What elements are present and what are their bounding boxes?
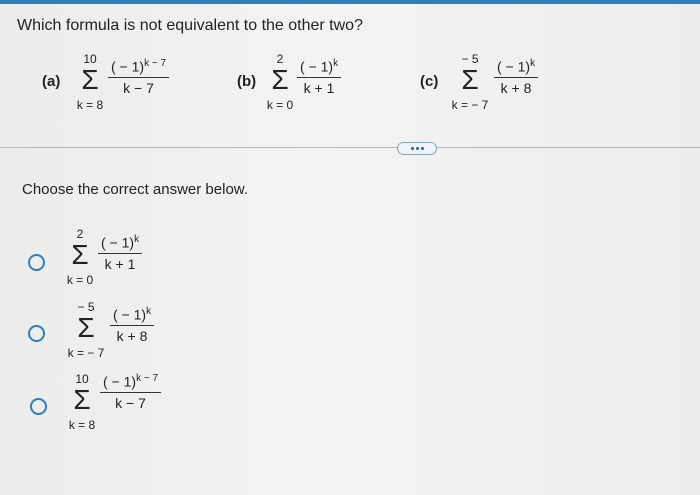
formula-c-exp: k bbox=[530, 58, 536, 69]
formula-b-fraction bbox=[297, 58, 341, 96]
option-1-lower: k = 0 bbox=[66, 273, 94, 287]
option-2-den: k + 8 bbox=[116, 327, 148, 344]
top-accent-bar bbox=[0, 0, 700, 4]
formula-a-sigma: Σ bbox=[81, 64, 99, 95]
formula-c-upper: − 5 bbox=[461, 52, 479, 66]
formula-a-den: k − 7 bbox=[123, 79, 154, 96]
option-2-lower: k = − 7 bbox=[67, 346, 105, 360]
option-3-exp: k − 7 bbox=[136, 373, 159, 384]
formula-b-den: k + 1 bbox=[303, 79, 335, 96]
formula-a-fraction bbox=[108, 58, 169, 96]
option-3-sigma: Σ bbox=[73, 384, 91, 415]
option-2-upper: − 5 bbox=[77, 300, 95, 314]
option-1-upper: 2 bbox=[76, 227, 84, 241]
formula-a-lower: k = 8 bbox=[76, 98, 104, 112]
formula-b-num: ( − 1) bbox=[300, 58, 334, 75]
formula-b-exp: k bbox=[333, 58, 339, 69]
formula-c-label: (c) bbox=[420, 73, 439, 90]
formula-b-upper: 2 bbox=[276, 52, 284, 66]
option-2-radio[interactable] bbox=[28, 325, 45, 342]
option-3-upper: 10 bbox=[75, 372, 89, 386]
formula-a-num: ( − 1) bbox=[111, 58, 145, 75]
formula-b-lower: k = 0 bbox=[266, 98, 294, 112]
formula-a-upper: 10 bbox=[83, 52, 97, 66]
section-divider bbox=[0, 147, 700, 148]
formula-a-exp: k − 7 bbox=[144, 58, 167, 69]
formula-c-den: k + 8 bbox=[500, 79, 532, 96]
question-text: Which formula is not equivalent to the other two? bbox=[17, 17, 363, 34]
option-1-fraction bbox=[98, 234, 142, 272]
option-2-sigma: Σ bbox=[77, 312, 95, 343]
formula-c-fraction bbox=[494, 58, 538, 96]
option-1-radio[interactable] bbox=[28, 254, 45, 271]
formula-b-label: (b) bbox=[237, 73, 257, 90]
option-3-fraction bbox=[100, 373, 161, 411]
answer-prompt: Choose the correct answer below. bbox=[22, 181, 248, 198]
formula-c-sigma: Σ bbox=[461, 64, 479, 95]
formula-c-lower: k = − 7 bbox=[451, 98, 489, 112]
option-3-num: ( − 1) bbox=[103, 373, 137, 390]
option-1-sigma: Σ bbox=[71, 239, 89, 270]
option-1-den: k + 1 bbox=[104, 255, 136, 272]
option-1-num: ( − 1) bbox=[101, 234, 135, 251]
formula-c-num: ( − 1) bbox=[497, 58, 531, 75]
option-1-exp: k bbox=[134, 234, 140, 245]
formula-a-label: (a) bbox=[42, 73, 61, 90]
formula-b-sigma: Σ bbox=[271, 64, 289, 95]
option-3-den: k − 7 bbox=[115, 394, 146, 411]
option-3-lower: k = 8 bbox=[68, 418, 96, 432]
option-2-num: ( − 1) bbox=[113, 306, 147, 323]
option-3-radio[interactable] bbox=[30, 398, 47, 415]
option-2-fraction bbox=[110, 306, 154, 344]
option-2-exp: k bbox=[146, 306, 152, 317]
ellipsis-icon[interactable] bbox=[397, 142, 437, 155]
